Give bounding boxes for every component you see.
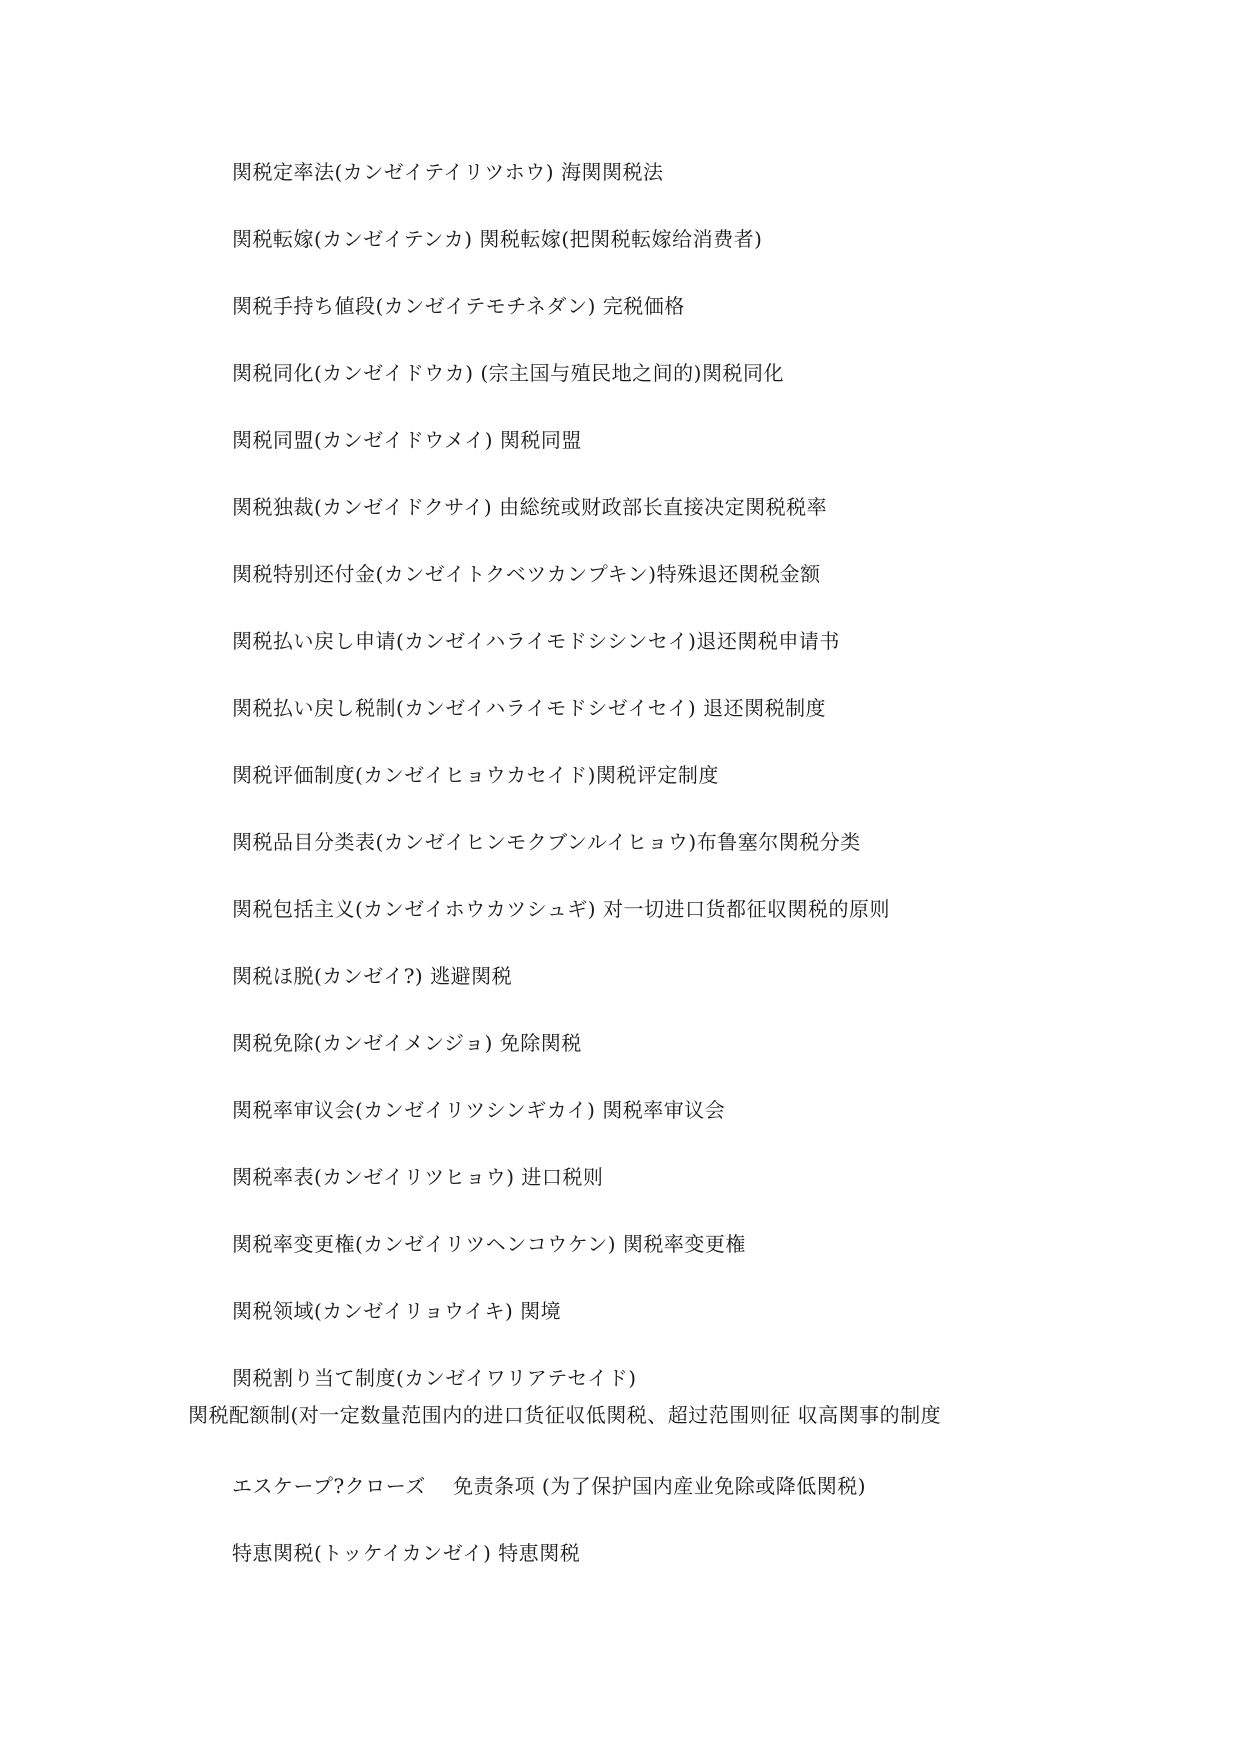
entry-line: 特恵関税(トッケイカンゼイ) 特恵関税 [232, 1541, 581, 1565]
entry-line: 関税独裁(カンゼイドクサイ) 由総统或财政部长直接决定関税税率 [232, 495, 828, 519]
entry-line: 関税払い戻し税制(カンゼイハライモドシゼイセイ) 退还関税制度 [232, 696, 827, 720]
entry-line: 関税免除(カンゼイメンジョ) 免除関税 [232, 1031, 582, 1055]
entry-line: 関税特别还付金(カンゼイトクベツカンプキン)特殊退还関税金额 [232, 562, 821, 586]
entry-line: 関税领域(カンゼイリョウイキ) 関境 [232, 1299, 562, 1323]
entry-line: 関税包括主义(カンゼイホウカツシュギ) 对一切进口货都征収関税的原则 [232, 897, 890, 921]
entry-line: 関税品目分类表(カンゼイヒンモクブンルイヒョウ)布鲁塞尔関税分类 [232, 830, 861, 854]
entry-line: 関税率审议会(カンゼイリツシンギカイ) 関税率审议会 [232, 1098, 726, 1122]
entry-line: 関税割り当て制度(カンゼイワリアテセイド) [232, 1366, 637, 1390]
entry-line: 関税评価制度(カンゼイヒョウカセイド)関税评定制度 [232, 763, 719, 787]
entry-line: 関税同盟(カンゼイドウメイ) 関税同盟 [232, 428, 582, 452]
entry-line: エスケープ?クローズ 免责条项 (为了保护国内産业免除或降低関税) [232, 1474, 867, 1498]
entry-line: 関税定率法(カンゼイテイリツホウ) 海関関税法 [232, 160, 664, 184]
entry-line: 関税配额制(对一定数量范围内的进口货征収低関税、超过范围则征 収高関事的制度 [188, 1403, 942, 1427]
entry-line: 関税手持ち値段(カンゼイテモチネダン) 完税価格 [232, 294, 685, 318]
entry-line: 関税払い戻し申请(カンゼイハライモドシシンセイ)退还関税申请书 [232, 629, 840, 653]
entry-line: 関税ほ脱(カンゼイ?) 逃避関税 [232, 964, 513, 988]
entry-line: 関税率变更権(カンゼイリツヘンコウケン) 関税率变更権 [232, 1232, 746, 1256]
entry-line: 関税率表(カンゼイリツヒョウ) 进口税则 [232, 1165, 604, 1189]
entry-line: 関税転嫁(カンゼイテンカ) 関税転嫁(把関税転嫁给消费者) [232, 227, 763, 251]
entry-line: 関税同化(カンゼイドウカ) (宗主国与殖民地之间的)関税同化 [232, 361, 784, 385]
